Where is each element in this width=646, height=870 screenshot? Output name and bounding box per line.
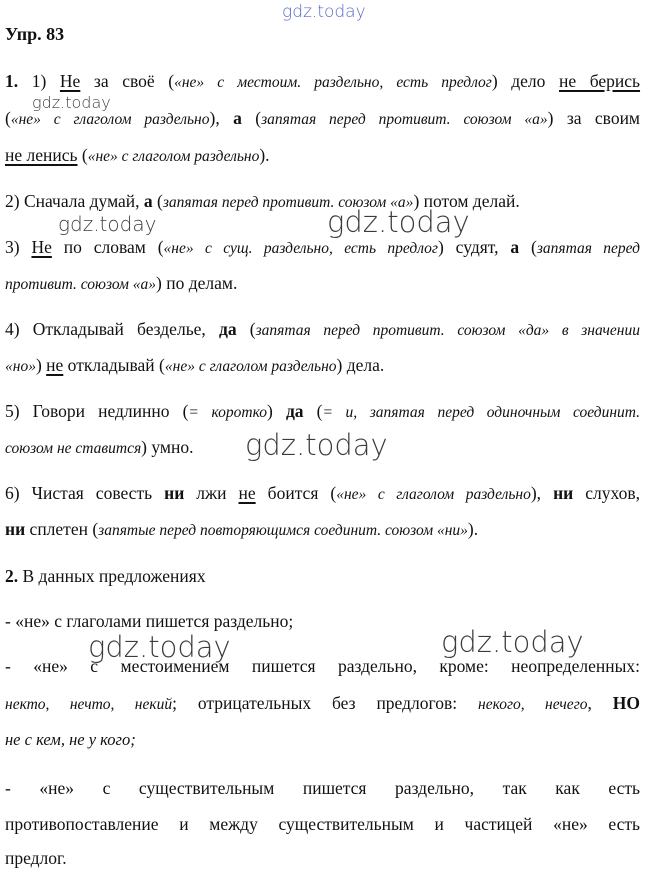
- example: некто, нечто, некий: [5, 696, 173, 713]
- comment: «не» с глаголом раздельно: [87, 148, 260, 165]
- text: ) потом делай.: [413, 191, 520, 211]
- text: ; отрицательных без предлогов:: [172, 693, 478, 713]
- rule-pronouns-line-1: - «не» с местоимением пишется раздельно, кроме: неопределенных:: [5, 656, 640, 676]
- text: ) дело: [491, 71, 559, 91]
- text: за своё (: [80, 71, 175, 91]
- text: сплетен (: [25, 519, 99, 539]
- conjunction: да: [285, 401, 304, 421]
- text: ),: [530, 483, 554, 503]
- text: ) умно.: [141, 437, 194, 457]
- sentence-4-line-2: [5, 354, 640, 378]
- watermark: gdz.today: [88, 630, 231, 664]
- underlined-phrase: не берись: [559, 71, 641, 91]
- text: слухов,: [573, 483, 640, 503]
- text: по словам (: [51, 237, 164, 257]
- rule-pronouns-line-3: не с кем, не у кого;: [5, 730, 136, 749]
- text: 4) Откладывай безделье,: [5, 319, 219, 339]
- emphasis: НО: [612, 693, 641, 713]
- text: (: [5, 108, 11, 128]
- sentence-6-line-1: [5, 482, 640, 506]
- text: (: [303, 401, 323, 421]
- text: 3): [5, 237, 32, 257]
- text: ) за своим: [547, 108, 641, 128]
- comment: «не» с глаголом раздельно: [10, 111, 210, 128]
- text: ,: [587, 693, 613, 713]
- underlined-ne: не: [238, 483, 256, 503]
- comment: = и, запятая перед одиночным соединит.: [322, 404, 641, 421]
- underlined-ne: Не: [59, 71, 81, 91]
- sentence-5-line-1: [5, 400, 640, 424]
- watermark: gdz.today: [58, 212, 157, 236]
- comment: «не» с глаголом раздельно: [336, 486, 531, 503]
- text: 1): [31, 71, 60, 91]
- text: ) дела.: [336, 355, 385, 375]
- comment: противит. союзом «а»: [5, 276, 156, 293]
- text: (: [77, 145, 88, 165]
- text: (: [519, 237, 537, 257]
- text: ): [35, 355, 47, 375]
- text: (: [241, 108, 262, 128]
- comment: запятая перед противит. союзом «да» в значении: [255, 322, 640, 339]
- underlined-ne: не: [46, 355, 64, 375]
- text: ) по делам.: [156, 273, 238, 293]
- conjunction: а: [143, 191, 153, 211]
- part-2-number: 2.: [5, 566, 19, 586]
- comment: запятые перед повторяющимся соединит. союзом «ни»: [98, 522, 468, 539]
- text: ).: [259, 145, 270, 165]
- text: лжи: [184, 483, 239, 503]
- text: откладывай (: [63, 355, 165, 375]
- comment: «не» с глаголом раздельно: [164, 358, 337, 375]
- conjunction: ни: [5, 519, 26, 539]
- underlined-ne: Не: [31, 237, 52, 257]
- rule-nouns-line-3: предлог.: [5, 848, 67, 868]
- page-title: Упр. 83: [5, 24, 65, 44]
- rule-verbs: - «не» с глаголами пишется раздельно;: [5, 611, 294, 631]
- comment: «не» с местоим. раздельно, есть предлог: [174, 74, 492, 91]
- comment: запятая перед противит. союзом «а»: [261, 111, 548, 128]
- rule-nouns-line-2: противопоставление и между существительным и частицей «не» есть: [5, 814, 640, 834]
- watermark: gdz.today: [245, 428, 388, 462]
- conjunction: а: [510, 237, 520, 257]
- text: боится (: [255, 483, 337, 503]
- watermark: gdz.today: [441, 625, 584, 659]
- comment: союзом не ставится: [5, 440, 142, 457]
- conjunction: ни: [164, 483, 185, 503]
- comment: = коротко: [188, 404, 267, 421]
- sentence-3-line-1: [5, 236, 640, 260]
- text: 2) Сначала думай,: [5, 191, 144, 211]
- sentence-3-line-2: [5, 272, 640, 296]
- text: ) судят,: [437, 237, 511, 257]
- watermark: gdz.today: [32, 93, 111, 112]
- watermark: gdz.today: [282, 2, 366, 22]
- rule-pronouns-line-2: [5, 692, 640, 716]
- comment: запятая перед: [536, 240, 641, 257]
- text: 5) Говори недлинно (: [5, 401, 189, 421]
- text: В данных предложениях: [18, 566, 206, 586]
- text: (: [236, 319, 256, 339]
- underlined-phrase: не ленись: [5, 145, 78, 165]
- comment: «не» с сущ. раздельно, есть предлог: [163, 240, 438, 257]
- comment: запятая перед противит. союзом «а»: [162, 194, 414, 211]
- text: ).: [467, 519, 479, 539]
- sentence-1-line-1: [5, 70, 640, 94]
- sentence-5-line-2: [5, 436, 640, 460]
- text: ),: [209, 108, 234, 128]
- conjunction: а: [233, 108, 242, 128]
- conjunction: да: [218, 319, 237, 339]
- sentence-4-line-1: [5, 318, 640, 342]
- part-2-intro: [5, 565, 640, 587]
- sentence-1-line-3: [5, 144, 640, 168]
- comment: «но»: [5, 358, 36, 375]
- sentence-2: [5, 190, 640, 214]
- part-1-number: 1.: [5, 71, 19, 91]
- text: ): [267, 401, 286, 421]
- text: 6) Чистая совесть: [5, 483, 165, 503]
- conjunction: ни: [553, 483, 574, 503]
- rule-nouns-line-1: - «не» с существительным пишется раздельно, так как есть: [5, 778, 640, 798]
- sentence-1-line-2: [5, 107, 640, 131]
- example: некого, нечего: [478, 696, 588, 713]
- watermark: gdz.today: [327, 205, 470, 239]
- text: (: [152, 191, 163, 211]
- sentence-6-line-2: [5, 518, 640, 542]
